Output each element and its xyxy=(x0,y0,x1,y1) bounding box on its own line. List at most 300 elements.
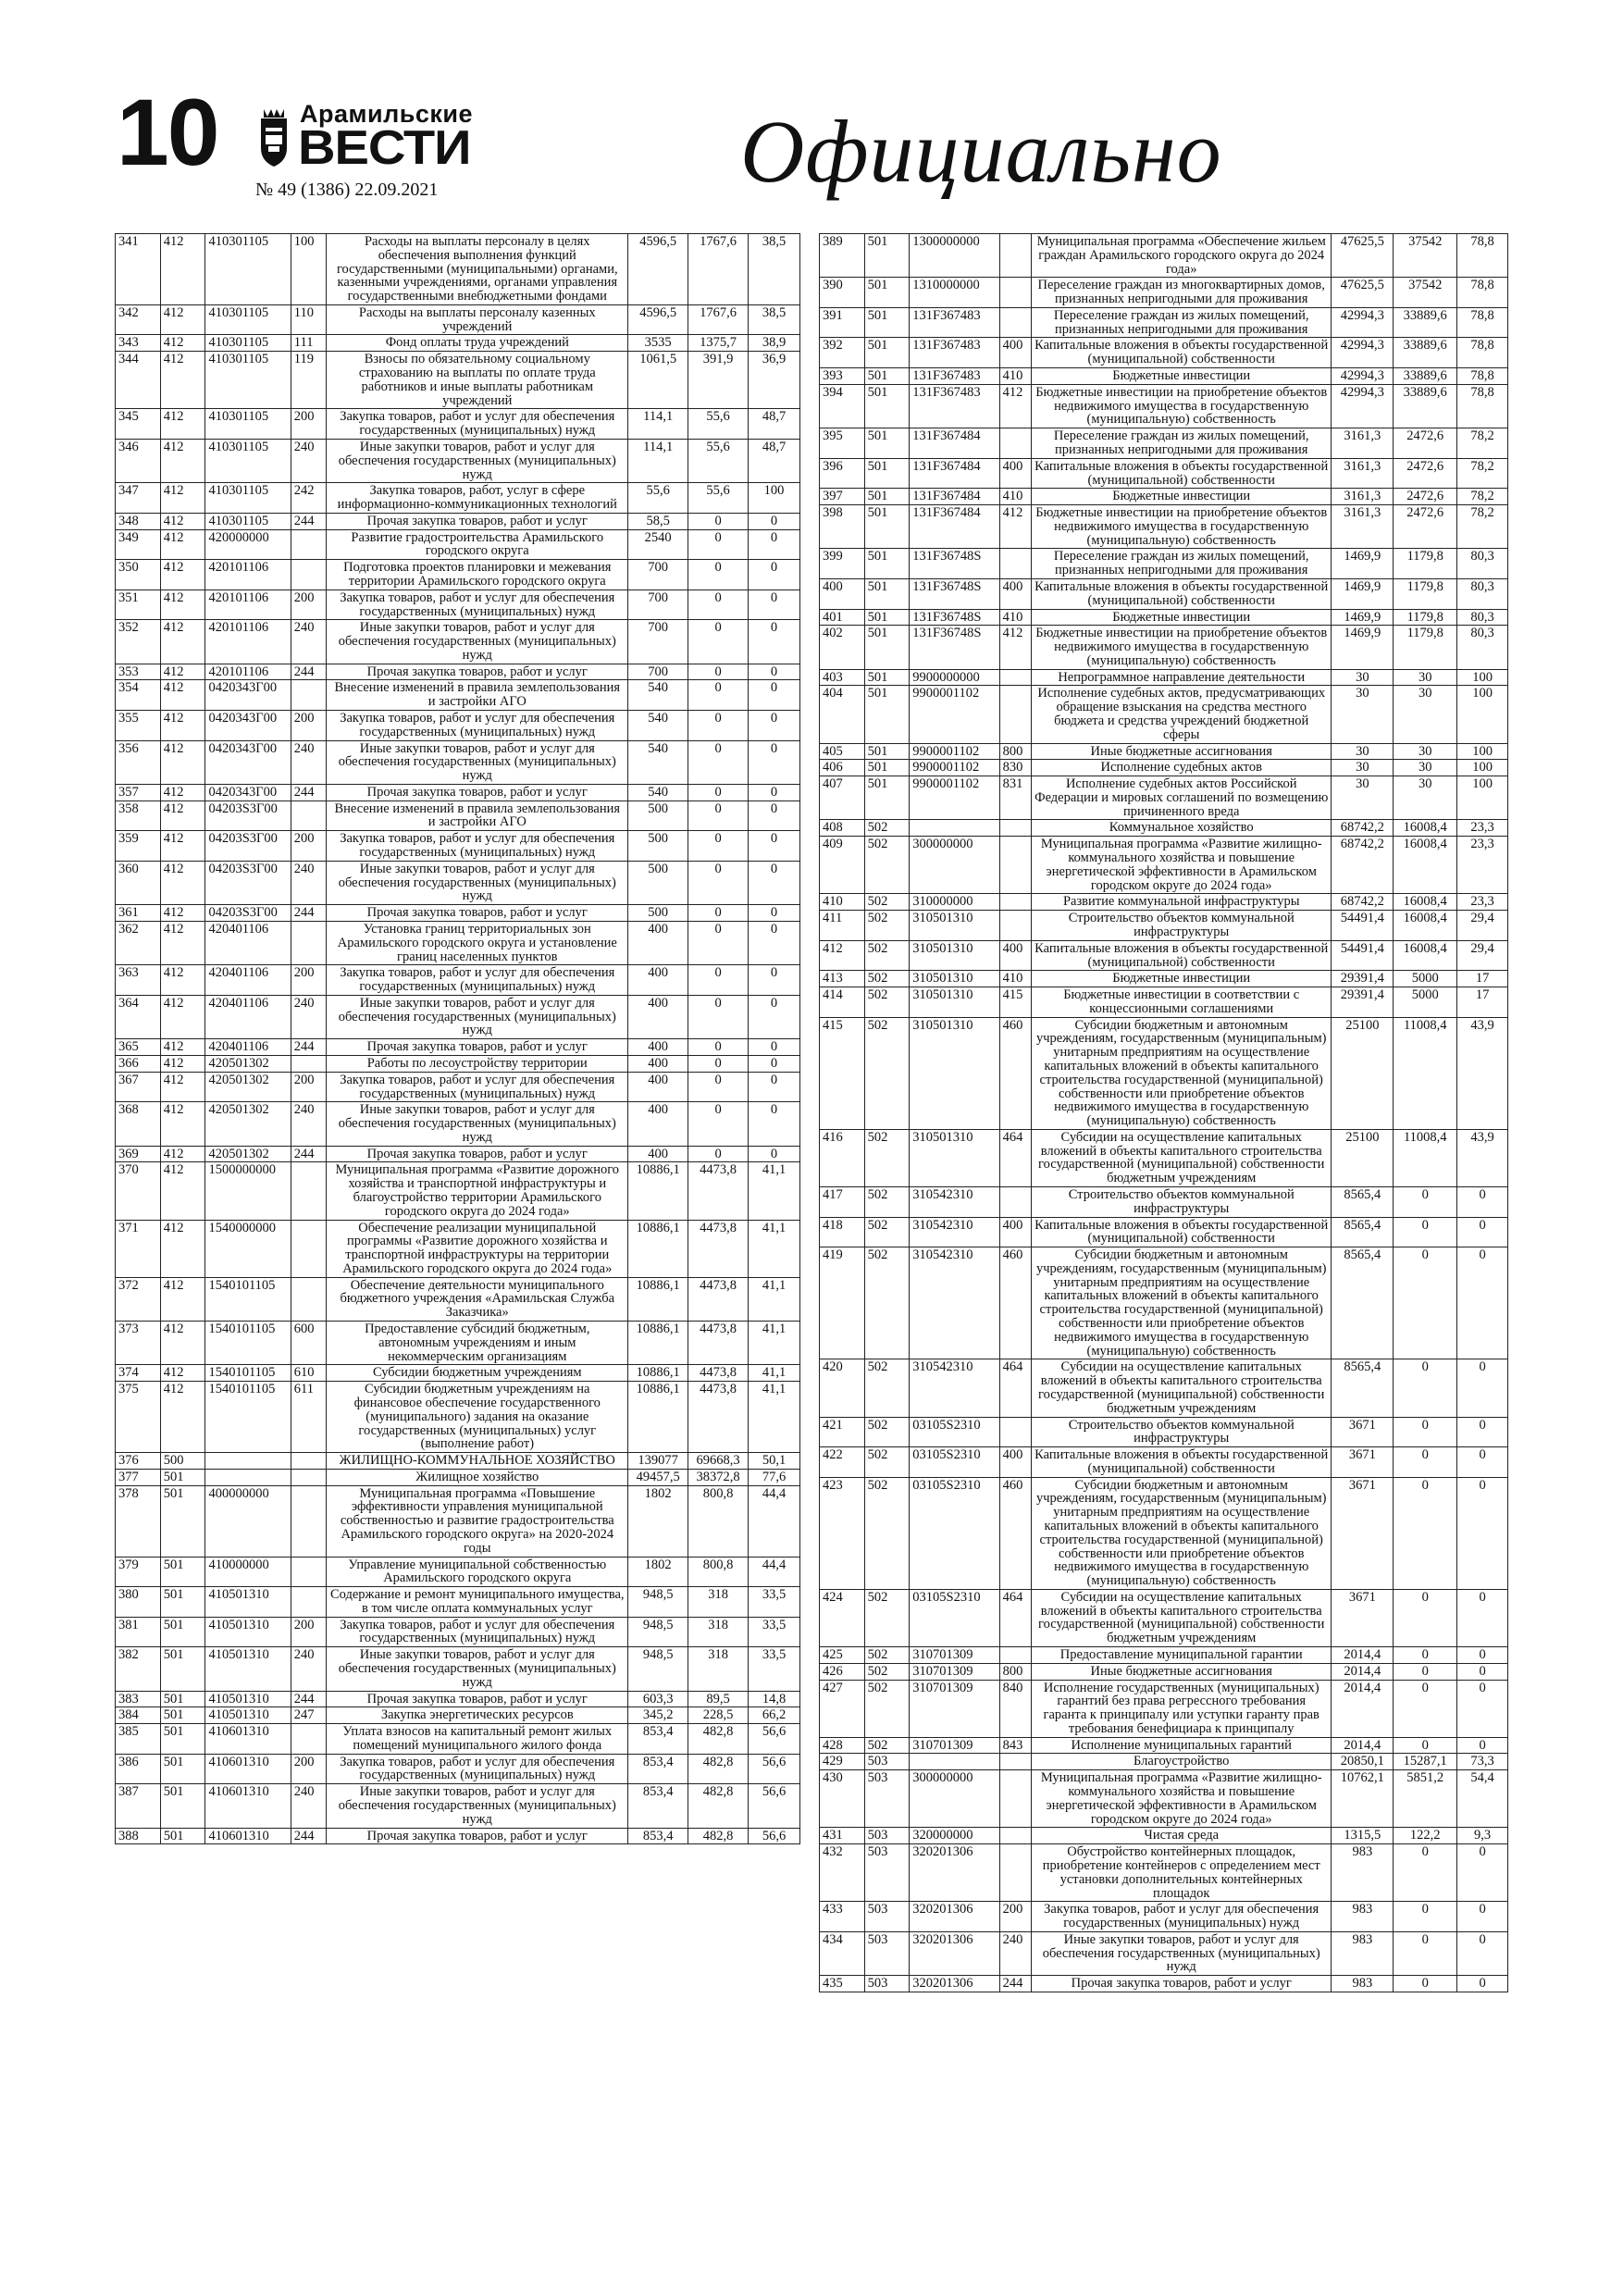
target-article-code xyxy=(205,1469,291,1485)
planned-amount: 500 xyxy=(628,905,688,922)
item-name: Субсидии на осуществление капитальных вложений в объекты капитального строительства государственной (муниципальной) собственности бюджетным учреждениям xyxy=(1032,1589,1332,1646)
planned-amount: 700 xyxy=(628,664,688,680)
target-article-code: 420000000 xyxy=(205,529,291,560)
section-code: 412 xyxy=(160,483,205,514)
execution-percent: 80,3 xyxy=(1457,626,1508,669)
planned-amount: 1061,5 xyxy=(628,352,688,409)
planned-amount: 2014,4 xyxy=(1332,1663,1394,1680)
expense-type-code xyxy=(291,1485,327,1557)
row-number: 355 xyxy=(116,711,161,741)
execution-percent: 56,6 xyxy=(749,1724,800,1755)
executed-amount: 0 xyxy=(1394,1976,1457,1992)
item-name: Переселение граждан из многоквартирных домов, признанных непригодными для проживания xyxy=(1032,278,1332,308)
section-code: 412 xyxy=(160,680,205,711)
item-name: Иные закупки товаров, работ и услуг для обеспечения государственных (муниципальных) нужд xyxy=(327,740,628,784)
target-article-code: 310501310 xyxy=(910,940,999,971)
item-name: Муниципальная программа «Повышение эффективности управления муниципальной собственностью и развитие градостроительства Арамильского городского округа» на 2020-2024 годы xyxy=(327,1485,628,1557)
execution-percent: 0 xyxy=(749,965,800,996)
table-row xyxy=(116,1691,800,1707)
target-article-code: 310542310 xyxy=(910,1247,999,1359)
target-article-code: 1500000000 xyxy=(205,1162,291,1220)
row-number: 418 xyxy=(820,1217,865,1247)
planned-amount: 540 xyxy=(628,740,688,784)
target-article-code: 131F367483 xyxy=(910,307,999,338)
section-code: 502 xyxy=(864,1663,910,1680)
executed-amount: 800,8 xyxy=(688,1485,749,1557)
executed-amount: 30 xyxy=(1394,760,1457,776)
planned-amount: 30 xyxy=(1332,686,1394,743)
table-row xyxy=(116,1485,800,1557)
expense-type-code: 244 xyxy=(291,1039,327,1056)
section-code: 502 xyxy=(864,987,910,1018)
planned-amount: 2014,4 xyxy=(1332,1737,1394,1754)
executed-amount: 1767,6 xyxy=(688,304,749,335)
executed-amount: 0 xyxy=(688,784,749,800)
section-code: 412 xyxy=(160,560,205,590)
target-article-code: 131F367484 xyxy=(910,428,999,459)
executed-amount: 2472,6 xyxy=(1394,458,1457,489)
item-name: Непрограммное направление деятельности xyxy=(1032,669,1332,686)
item-name: Прочая закупка товаров, работ и услуг xyxy=(327,784,628,800)
row-number: 420 xyxy=(820,1359,865,1417)
executed-amount: 30 xyxy=(1394,669,1457,686)
item-name: Бюджетные инвестиции на приобретение объектов недвижимого имущества в государственную (муниципальную) собственность xyxy=(1032,384,1332,428)
executed-amount: 0 xyxy=(1394,1359,1457,1417)
expense-type-code: 240 xyxy=(291,620,327,664)
target-article-code: 410301105 xyxy=(205,335,291,352)
planned-amount: 42994,3 xyxy=(1332,307,1394,338)
target-article-code: 03105S2310 xyxy=(910,1589,999,1646)
planned-amount: 400 xyxy=(628,1102,688,1146)
target-article-code: 410301105 xyxy=(205,409,291,440)
target-article-code: 410301105 xyxy=(205,304,291,335)
row-number: 351 xyxy=(116,590,161,620)
executed-amount: 4473,8 xyxy=(688,1277,749,1321)
target-article-code: 0420343Г00 xyxy=(205,680,291,711)
execution-percent: 78,8 xyxy=(1457,278,1508,308)
planned-amount: 4596,5 xyxy=(628,304,688,335)
execution-percent: 0 xyxy=(749,1039,800,1056)
section-code: 412 xyxy=(160,1146,205,1162)
planned-amount: 30 xyxy=(1332,669,1394,686)
target-article-code: 04203S3Г00 xyxy=(205,861,291,904)
item-name: Муниципальная программа «Развитие жилищно-коммунального хозяйства и повышение энергетической эффективности в Арамильском городском округе до 2024 года» xyxy=(1032,837,1332,894)
section-code: 501 xyxy=(160,1691,205,1707)
executed-amount: 55,6 xyxy=(688,409,749,440)
expense-type-code xyxy=(999,1754,1031,1770)
item-name: Содержание и ремонт муниципального имущества, в том числе оплата коммунальных услуг xyxy=(327,1587,628,1618)
executed-amount: 5851,2 xyxy=(1394,1770,1457,1828)
expense-type-code: 410 xyxy=(999,368,1031,385)
execution-percent: 0 xyxy=(1457,1477,1508,1589)
item-name: Закупка товаров, работ и услуг для обеспечения государственных (муниципальных) нужд xyxy=(327,409,628,440)
section-code: 502 xyxy=(864,1187,910,1218)
table-row xyxy=(116,1557,800,1587)
executed-amount: 4473,8 xyxy=(688,1365,749,1382)
execution-percent: 78,2 xyxy=(1457,489,1508,505)
section-code: 502 xyxy=(864,1417,910,1447)
target-article-code: 420401106 xyxy=(205,965,291,996)
target-article-code: 420401106 xyxy=(205,921,291,964)
table-row xyxy=(820,1828,1508,1844)
row-number: 417 xyxy=(820,1187,865,1218)
expense-type-code: 247 xyxy=(291,1707,327,1724)
target-article-code: 410301105 xyxy=(205,352,291,409)
expense-type-code xyxy=(999,278,1031,308)
table-row xyxy=(116,1754,800,1784)
planned-amount: 29391,4 xyxy=(1332,987,1394,1018)
executed-amount: 0 xyxy=(1394,1663,1457,1680)
table-row xyxy=(116,784,800,800)
executed-amount: 2472,6 xyxy=(1394,489,1457,505)
item-name: Исполнение судебных актов Российской Федерации и мировых соглашений по возмещению причиненного вреда xyxy=(1032,776,1332,820)
planned-amount: 8565,4 xyxy=(1332,1187,1394,1218)
section-code: 502 xyxy=(864,1477,910,1589)
executed-amount: 38372,8 xyxy=(688,1469,749,1485)
item-name: Прочая закупка товаров, работ и услуг xyxy=(327,513,628,529)
target-article-code: 9900001102 xyxy=(910,760,999,776)
planned-amount: 47625,5 xyxy=(1332,234,1394,278)
executed-amount: 0 xyxy=(688,1055,749,1072)
item-name: Капитальные вложения в объекты государственной (муниципальной) собственности xyxy=(1032,578,1332,609)
execution-percent: 78,8 xyxy=(1457,368,1508,385)
target-article-code: 420501302 xyxy=(205,1055,291,1072)
execution-percent: 0 xyxy=(749,664,800,680)
expense-type-code: 464 xyxy=(999,1129,1031,1186)
item-name: Расходы на выплаты персоналу в целях обеспечения выполнения функций государственными (муниципальными) органами, казенными учреждениями, органами управления государственными внебюджетными фондами xyxy=(327,234,628,305)
target-article-code: 131F36748S xyxy=(910,578,999,609)
executed-amount: 0 xyxy=(688,680,749,711)
section-code: 502 xyxy=(864,1737,910,1754)
logo-title: ВЕСТИ xyxy=(298,121,471,175)
section-code: 502 xyxy=(864,1017,910,1129)
row-number: 380 xyxy=(116,1587,161,1618)
planned-amount: 1802 xyxy=(628,1485,688,1557)
table-row xyxy=(116,1707,800,1724)
row-number: 344 xyxy=(116,352,161,409)
execution-percent: 44,4 xyxy=(749,1557,800,1587)
planned-amount: 68742,2 xyxy=(1332,820,1394,837)
executed-amount: 800,8 xyxy=(688,1557,749,1587)
target-article-code: 420501302 xyxy=(205,1146,291,1162)
table-row xyxy=(820,368,1508,385)
execution-percent: 78,2 xyxy=(1457,428,1508,459)
item-name: Бюджетные инвестиции xyxy=(1032,971,1332,987)
row-number: 421 xyxy=(820,1417,865,1447)
expense-type-code: 400 xyxy=(999,578,1031,609)
executed-amount: 0 xyxy=(688,1102,749,1146)
table-row xyxy=(116,409,800,440)
execution-percent: 80,3 xyxy=(1457,609,1508,626)
target-article-code: 420401106 xyxy=(205,995,291,1038)
table-row xyxy=(820,1976,1508,1992)
row-number: 356 xyxy=(116,740,161,784)
section-code: 503 xyxy=(864,1770,910,1828)
executed-amount: 4473,8 xyxy=(688,1382,749,1453)
expense-type-code xyxy=(999,669,1031,686)
section-code: 412 xyxy=(160,513,205,529)
execution-percent: 0 xyxy=(749,740,800,784)
planned-amount: 540 xyxy=(628,711,688,741)
expense-type-code: 410 xyxy=(999,489,1031,505)
planned-amount: 54491,4 xyxy=(1332,911,1394,941)
execution-percent: 66,2 xyxy=(749,1707,800,1724)
table-row xyxy=(116,1102,800,1146)
execution-percent: 54,4 xyxy=(1457,1770,1508,1828)
executed-amount: 1179,8 xyxy=(1394,578,1457,609)
row-number: 377 xyxy=(116,1469,161,1485)
expense-type-code xyxy=(291,529,327,560)
execution-percent: 41,1 xyxy=(749,1382,800,1453)
execution-percent: 0 xyxy=(1457,1737,1508,1754)
planned-amount: 1469,9 xyxy=(1332,578,1394,609)
planned-amount: 49457,5 xyxy=(628,1469,688,1485)
planned-amount: 983 xyxy=(1332,1931,1394,1975)
table-row xyxy=(820,837,1508,894)
section-code: 502 xyxy=(864,1359,910,1417)
expense-type-code xyxy=(999,911,1031,941)
section-code: 502 xyxy=(864,940,910,971)
expense-type-code: 410 xyxy=(999,609,1031,626)
expense-type-code: 200 xyxy=(291,1617,327,1647)
section-code: 501 xyxy=(864,686,910,743)
expense-type-code xyxy=(291,560,327,590)
expense-type-code: 611 xyxy=(291,1382,327,1453)
item-name: Закупка товаров, работ и услуг для обеспечения государственных (муниципальных) нужд xyxy=(327,1754,628,1784)
execution-percent: 17 xyxy=(1457,987,1508,1018)
table-row xyxy=(116,861,800,904)
table-row xyxy=(116,1828,800,1844)
row-number: 397 xyxy=(820,489,865,505)
row-number: 387 xyxy=(116,1784,161,1828)
target-article-code: 03105S2310 xyxy=(910,1447,999,1478)
row-number: 395 xyxy=(820,428,865,459)
execution-percent: 29,4 xyxy=(1457,940,1508,971)
section-title: Официально xyxy=(740,102,1222,201)
item-name: Исполнение государственных (муниципальных) гарантий без права регрессного требования гаранта к принципалу или уступки гаранту прав требования бенефициара к принципалу xyxy=(1032,1680,1332,1737)
section-code: 501 xyxy=(160,1647,205,1691)
item-name: Управление муниципальной собственностью Арамильского городского округа xyxy=(327,1557,628,1587)
section-code: 501 xyxy=(160,1784,205,1828)
target-article-code xyxy=(205,1453,291,1470)
planned-amount: 55,6 xyxy=(628,483,688,514)
target-article-code xyxy=(910,820,999,837)
expense-type-code xyxy=(999,894,1031,911)
row-number: 345 xyxy=(116,409,161,440)
target-article-code: 410601310 xyxy=(205,1828,291,1844)
execution-percent: 0 xyxy=(749,560,800,590)
executed-amount: 4473,8 xyxy=(688,1322,749,1365)
executed-amount: 33889,6 xyxy=(1394,368,1457,385)
planned-amount: 10886,1 xyxy=(628,1322,688,1365)
target-article-code: 420501302 xyxy=(205,1102,291,1146)
target-article-code: 131F36748S xyxy=(910,549,999,579)
execution-percent: 0 xyxy=(1457,1902,1508,1932)
section-code: 501 xyxy=(160,1469,205,1485)
executed-amount: 0 xyxy=(688,995,749,1038)
execution-percent: 80,3 xyxy=(1457,578,1508,609)
expense-type-code: 244 xyxy=(291,1691,327,1707)
section-code: 503 xyxy=(864,1976,910,1992)
execution-percent: 41,1 xyxy=(749,1365,800,1382)
planned-amount: 8565,4 xyxy=(1332,1359,1394,1417)
row-number: 416 xyxy=(820,1129,865,1186)
section-code: 412 xyxy=(160,1055,205,1072)
execution-percent: 0 xyxy=(1457,1844,1508,1902)
section-code: 412 xyxy=(160,1102,205,1146)
planned-amount: 1315,5 xyxy=(1332,1828,1394,1844)
planned-amount: 139077 xyxy=(628,1453,688,1470)
section-code: 502 xyxy=(864,911,910,941)
planned-amount: 29391,4 xyxy=(1332,971,1394,987)
table-row xyxy=(116,1322,800,1365)
row-number: 370 xyxy=(116,1162,161,1220)
planned-amount: 400 xyxy=(628,995,688,1038)
execution-percent: 80,3 xyxy=(1457,549,1508,579)
planned-amount: 8565,4 xyxy=(1332,1217,1394,1247)
item-name: Иные закупки товаров, работ и услуг для обеспечения государственных (муниципальных) нужд xyxy=(327,439,628,482)
row-number: 363 xyxy=(116,965,161,996)
budget-table-right xyxy=(819,233,1508,1992)
planned-amount: 948,5 xyxy=(628,1587,688,1618)
execution-percent: 77,6 xyxy=(749,1469,800,1485)
section-code: 502 xyxy=(864,1647,910,1664)
target-article-code: 0420343Г00 xyxy=(205,740,291,784)
planned-amount: 853,4 xyxy=(628,1754,688,1784)
planned-amount: 948,5 xyxy=(628,1647,688,1691)
section-code: 501 xyxy=(864,743,910,760)
row-number: 384 xyxy=(116,1707,161,1724)
execution-percent: 0 xyxy=(749,995,800,1038)
execution-percent: 0 xyxy=(749,620,800,664)
planned-amount: 400 xyxy=(628,965,688,996)
row-number: 378 xyxy=(116,1485,161,1557)
execution-percent: 33,5 xyxy=(749,1587,800,1618)
target-article-code: 310501310 xyxy=(910,987,999,1018)
target-article-code: 410601310 xyxy=(205,1784,291,1828)
row-number: 396 xyxy=(820,458,865,489)
left-column xyxy=(115,233,800,1844)
executed-amount: 30 xyxy=(1394,686,1457,743)
item-name: Субсидии бюджетным и автономным учреждениям, государственным (муниципальным) унитарным предприятиям на осуществление капитальных вложений в объекты капитального строительства государственной (муниципальной) собственности или приобретение объектов недвижимого имущества в государственную (муниципальную) собственность xyxy=(1032,1247,1332,1359)
table-row xyxy=(820,743,1508,760)
execution-percent: 38,9 xyxy=(749,335,800,352)
executed-amount: 0 xyxy=(688,1072,749,1102)
planned-amount: 400 xyxy=(628,1146,688,1162)
row-number: 393 xyxy=(820,368,865,385)
row-number: 419 xyxy=(820,1247,865,1359)
item-name: Иные бюджетные ассигнования xyxy=(1032,743,1332,760)
item-name: Строительство объектов коммунальной инфраструктуры xyxy=(1032,1187,1332,1218)
table-row xyxy=(116,590,800,620)
expense-type-code: 200 xyxy=(999,1902,1031,1932)
table-row xyxy=(116,1724,800,1755)
execution-percent: 100 xyxy=(749,483,800,514)
item-name: Подготовка проектов планировки и межевания территории Арамильского городского округа xyxy=(327,560,628,590)
planned-amount: 42994,3 xyxy=(1332,384,1394,428)
target-article-code: 400000000 xyxy=(205,1485,291,1557)
row-number: 426 xyxy=(820,1663,865,1680)
target-article-code: 310701309 xyxy=(910,1737,999,1754)
table-row xyxy=(116,1469,800,1485)
execution-percent: 100 xyxy=(1457,743,1508,760)
execution-percent: 23,3 xyxy=(1457,820,1508,837)
table-row xyxy=(116,1146,800,1162)
table-row xyxy=(820,338,1508,368)
item-name: Иные закупки товаров, работ и услуг для обеспечения государственных (муниципальных) нужд xyxy=(327,995,628,1038)
table-row xyxy=(820,1217,1508,1247)
expense-type-code: 400 xyxy=(999,338,1031,368)
expense-type-code: 200 xyxy=(291,831,327,862)
table-row xyxy=(820,1589,1508,1646)
expense-type-code xyxy=(291,921,327,964)
section-code: 501 xyxy=(864,368,910,385)
target-article-code: 1540101105 xyxy=(205,1322,291,1365)
expense-type-code xyxy=(291,1587,327,1618)
executed-amount: 0 xyxy=(688,590,749,620)
planned-amount: 3671 xyxy=(1332,1589,1394,1646)
coat-of-arms-icon xyxy=(255,105,292,168)
expense-type-code: 240 xyxy=(291,995,327,1038)
execution-percent: 100 xyxy=(1457,776,1508,820)
planned-amount: 10886,1 xyxy=(628,1382,688,1453)
section-code: 412 xyxy=(160,921,205,964)
row-number: 424 xyxy=(820,1589,865,1646)
section-code: 501 xyxy=(864,384,910,428)
item-name: Субсидии на осуществление капитальных вложений в объекты капитального строительства государственной (муниципальной) собственности бюджетным учреждениям xyxy=(1032,1359,1332,1417)
newspaper-logo xyxy=(255,98,487,175)
execution-percent: 38,5 xyxy=(749,304,800,335)
target-article-code: 310701309 xyxy=(910,1647,999,1664)
executed-amount: 228,5 xyxy=(688,1707,749,1724)
target-article-code: 410601310 xyxy=(205,1754,291,1784)
executed-amount: 0 xyxy=(1394,1902,1457,1932)
expense-type-code: 244 xyxy=(999,1976,1031,1992)
row-number: 386 xyxy=(116,1754,161,1784)
section-code: 501 xyxy=(864,505,910,549)
executed-amount: 16008,4 xyxy=(1394,820,1457,837)
execution-percent: 0 xyxy=(749,711,800,741)
table-row xyxy=(116,1365,800,1382)
item-name: Предоставление субсидий бюджетным, автономным учреждениям и иным некоммерческим организациям xyxy=(327,1322,628,1365)
table-row xyxy=(116,711,800,741)
item-name: Исполнение судебных актов, предусматривающих обращение взыскания на средства местного бюджета и средства учреждений бюджетной сферы xyxy=(1032,686,1332,743)
expense-type-code: 244 xyxy=(291,1828,327,1844)
section-code: 501 xyxy=(160,1617,205,1647)
executed-amount: 37542 xyxy=(1394,234,1457,278)
expense-type-code: 400 xyxy=(999,458,1031,489)
item-name: Взносы по обязательному социальному страхованию на выплаты по оплате труда работников и иные выплаты работникам учреждений xyxy=(327,352,628,409)
expense-type-code xyxy=(291,1557,327,1587)
row-number: 431 xyxy=(820,1828,865,1844)
executed-amount: 0 xyxy=(1394,1187,1457,1218)
planned-amount: 345,2 xyxy=(628,1707,688,1724)
expense-type-code xyxy=(291,1220,327,1277)
expense-type-code: 410 xyxy=(999,971,1031,987)
item-name: Субсидии на осуществление капитальных вложений в объекты капитального строительства государственной (муниципальной) собственности бюджетным учреждениям xyxy=(1032,1129,1332,1186)
section-code: 412 xyxy=(160,664,205,680)
row-number: 360 xyxy=(116,861,161,904)
row-number: 353 xyxy=(116,664,161,680)
table-row xyxy=(116,1072,800,1102)
execution-percent: 48,7 xyxy=(749,439,800,482)
target-article-code: 9900000000 xyxy=(910,669,999,686)
section-code: 412 xyxy=(160,1277,205,1321)
table-row xyxy=(820,669,1508,686)
expense-type-code xyxy=(291,1469,327,1485)
target-article-code: 420101106 xyxy=(205,620,291,664)
executed-amount: 11008,4 xyxy=(1394,1129,1457,1186)
